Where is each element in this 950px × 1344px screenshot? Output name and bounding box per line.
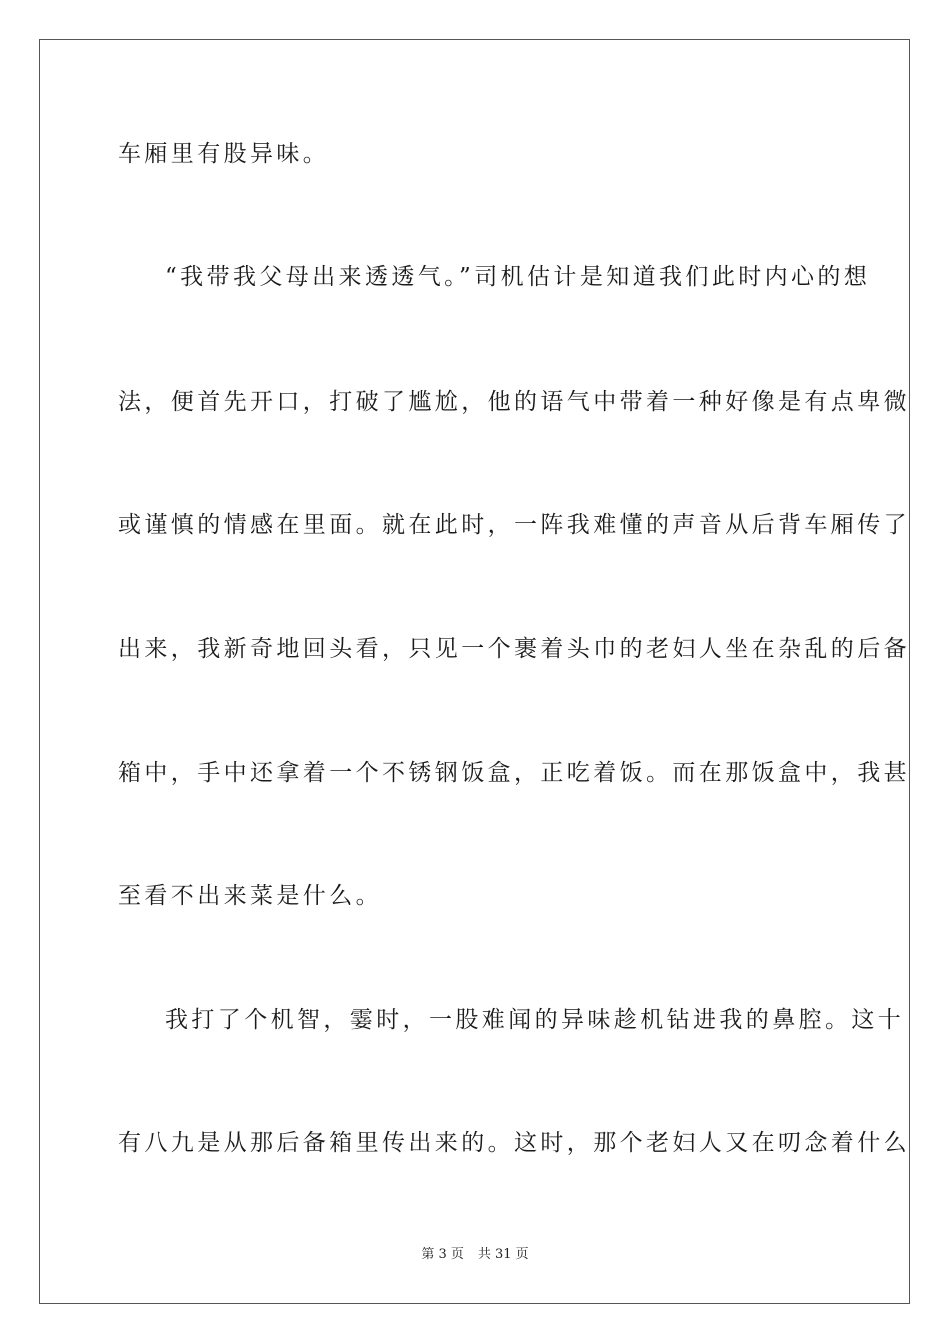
page-total: 共 31 页 [477,1247,529,1262]
text-line: 有八九是从那后备箱里传出来的。这时，那个老妇人又在叨念着什么 [118,1130,910,1156]
page-footer [0,1246,950,1264]
page-frame [39,39,910,1304]
text-line: 车厢里有股异味。 [118,141,330,167]
page-number: 第 3 页 [421,1247,464,1262]
text-line: 法，便首先开口，打破了尴尬，他的语气中带着一种好像是有点卑微 [118,389,910,415]
text-line: 我打了个机智，霎时，一股难闻的异味趁机钻进我的鼻腔。这十 [165,1007,905,1033]
text-line: 出来，我新奇地回头看，只见一个裹着头巾的老妇人坐在杂乱的后备 [118,636,910,662]
text-line: “我带我父母出来透透气。”司机估计是知道我们此时内心的想 [165,264,871,290]
text-line: 或谨慎的情感在里面。就在此时，一阵我难懂的声音从后背车厢传了 [118,512,910,538]
text-line: 至看不出来菜是什么。 [118,883,382,909]
text-line: 箱中，手中还拿着一个不锈钢饭盒，正吃着饭。而在那饭盒中，我甚 [118,760,910,786]
